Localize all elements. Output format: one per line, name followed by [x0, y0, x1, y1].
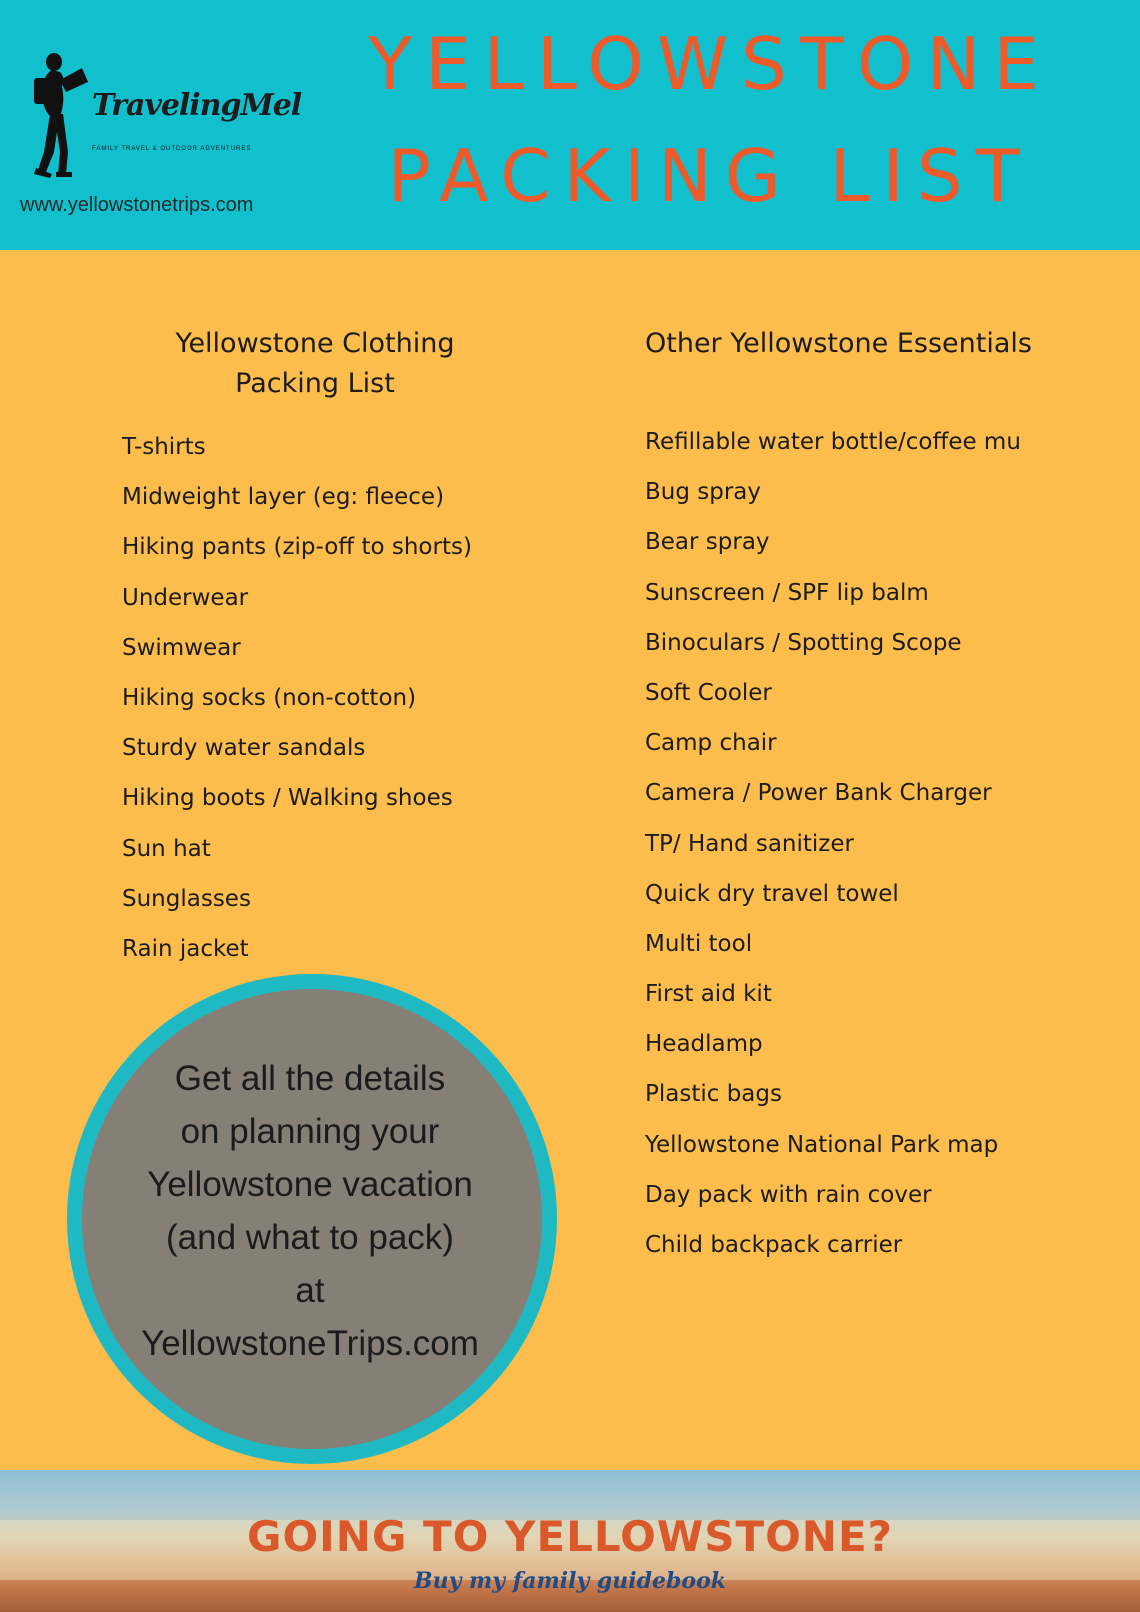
list-item: Multi tool — [645, 930, 753, 957]
list-item: Swimwear — [122, 634, 241, 661]
page-title-line1: YELLOWSTONE — [368, 22, 1052, 106]
guidebook-banner[interactable] — [0, 1470, 1140, 1612]
callout-link[interactable]: YellowstoneTrips.com — [141, 1324, 479, 1363]
clothing-heading-line2: Packing List — [235, 368, 395, 399]
list-item: Underwear — [122, 584, 249, 611]
hiker-silhouette-icon — [30, 52, 92, 182]
brand-tagline: FAMILY TRAVEL & OUTDOOR ADVENTURES — [92, 146, 252, 152]
list-item: Sturdy water sandals — [122, 735, 366, 762]
list-item: Midweight layer (eg: fleece) — [122, 484, 445, 511]
list-item: Headlamp — [645, 1031, 763, 1058]
callout-line: on planning your — [180, 1112, 440, 1151]
essentials-list — [645, 427, 1021, 1280]
list-item: Hiking socks (non-cotton) — [122, 684, 417, 711]
callout-line: Get all the details — [174, 1059, 446, 1098]
clothing-heading — [140, 324, 490, 404]
list-item: Camera / Power Bank Charger — [645, 780, 992, 807]
list-item: Camp chair — [645, 730, 777, 757]
list-item: Child backpack carrier — [645, 1232, 903, 1258]
essentials-heading: Other Yellowstone Essentials — [645, 328, 1032, 359]
callout-line: at — [295, 1271, 325, 1310]
list-item: Sunglasses — [122, 885, 251, 912]
list-item: Rain jacket — [122, 935, 249, 962]
list-item: Refillable water bottle/coffee mu — [645, 429, 1021, 455]
list-item: Hiking pants (zip-off to shorts) — [122, 534, 472, 561]
site-url-link[interactable]: www.yellowstonetrips.com — [20, 194, 254, 216]
list-item: TP/ Hand sanitizer — [645, 830, 854, 857]
callout-line: (and what to pack) — [166, 1218, 454, 1257]
list-item: Soft Cooler — [645, 679, 772, 706]
header — [0, 0, 1140, 250]
list-item: T-shirts — [122, 434, 206, 460]
list-item: Plastic bags — [645, 1081, 782, 1108]
list-item: Sunscreen / SPF lip balm — [645, 579, 929, 606]
list-item: First aid kit — [645, 981, 772, 1008]
list-item: Hiking boots / Walking shoes — [122, 785, 453, 812]
clothing-heading-line1: Yellowstone Clothing — [175, 328, 455, 359]
list-item: Quick dry travel towel — [645, 880, 899, 907]
callout-text[interactable] — [100, 1052, 520, 1370]
page-title-line2: PACKING LIST — [387, 134, 1033, 218]
list-item: Day pack with rain cover — [645, 1181, 932, 1208]
list-item: Binoculars / Spotting Scope — [645, 629, 962, 656]
list-item: Yellowstone National Park map — [645, 1131, 999, 1158]
brand-name: TravelingMel — [92, 88, 302, 123]
callout-line: Yellowstone vacation — [147, 1165, 473, 1204]
banner-subtitle: Buy my family guidebook — [414, 1568, 726, 1594]
banner-title: GOING TO YELLOWSTONE? — [247, 1512, 893, 1561]
list-item: Bear spray — [645, 529, 770, 556]
brand-logo[interactable] — [30, 52, 302, 182]
list-item: Sun hat — [122, 835, 211, 862]
clothing-list — [122, 432, 472, 984]
list-item: Bug spray — [645, 479, 762, 506]
